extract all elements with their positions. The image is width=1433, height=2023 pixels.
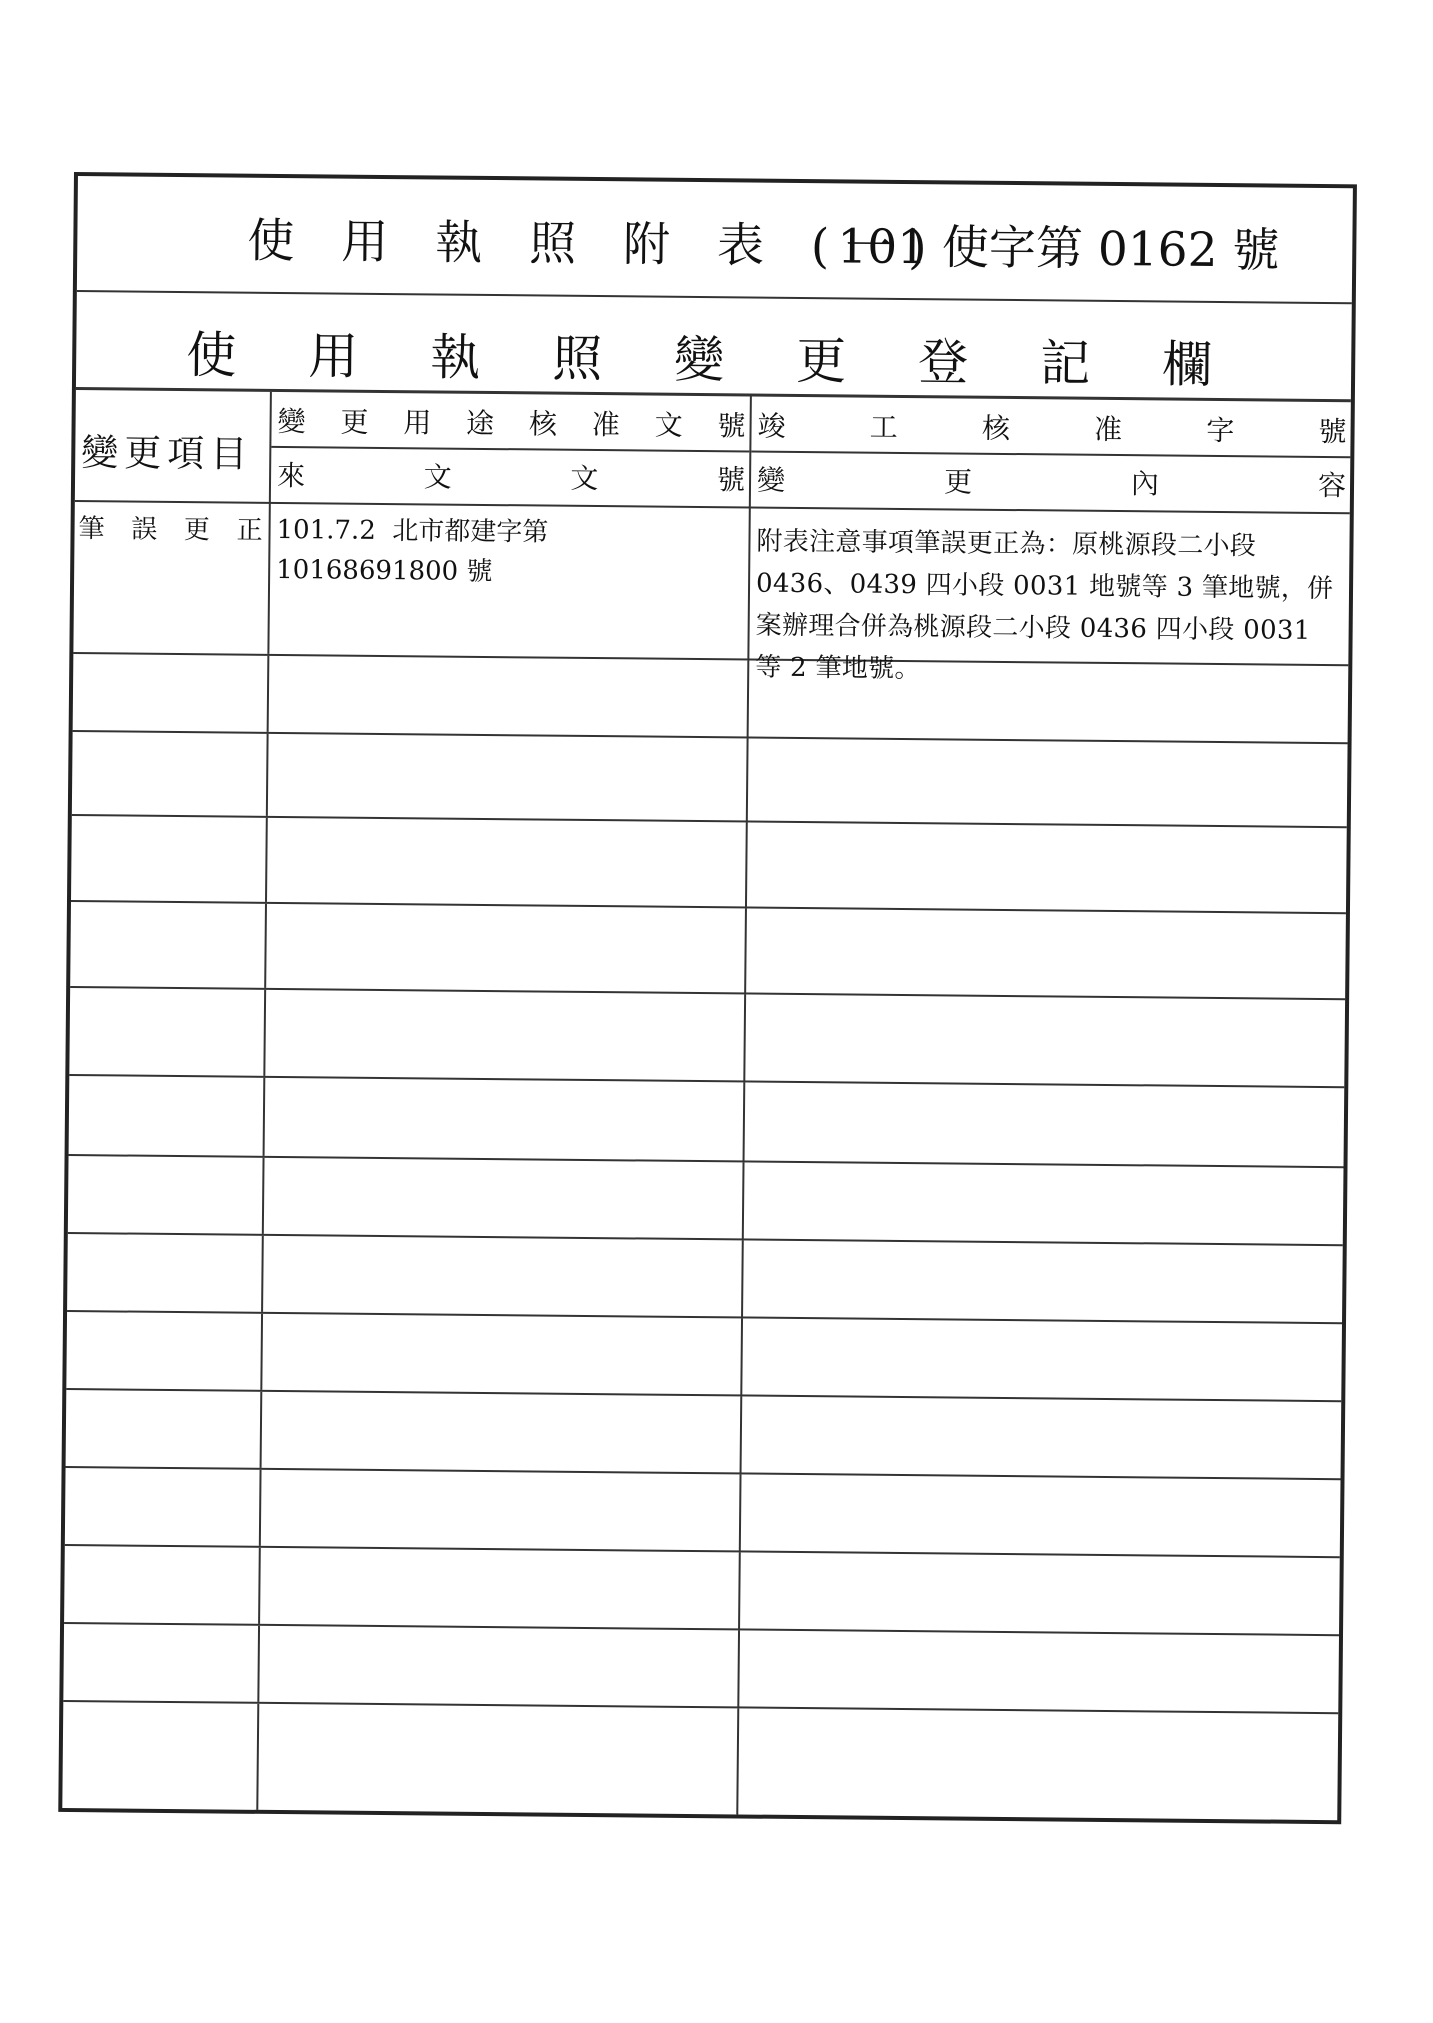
subtitle-char: 變 (673, 330, 725, 390)
table-row (69, 988, 1345, 1088)
header-change-item (75, 390, 272, 504)
permit-number: 101 使字第 0162 號 (837, 219, 1280, 279)
subtitle-char: 欄 (1161, 335, 1213, 394)
subtitle-char: 用 (307, 327, 359, 386)
table-row (73, 502, 1349, 685)
document-title: 使 用 執 照 附 表 (一) (247, 213, 943, 276)
table-row (63, 1624, 1339, 1714)
table-row (72, 732, 1348, 828)
table-header (75, 390, 1351, 514)
permit-table-frame (58, 172, 1357, 1824)
header-change-item-label: 變更項目 (81, 431, 254, 476)
subtitle-char: 照 (551, 329, 603, 389)
table-row (66, 1312, 1342, 1402)
header-content-column (751, 397, 1351, 515)
entry-doc-number: 101.7.2 北市都建字第 10168691800 號 (276, 514, 549, 588)
entry-change-content: 附表注意事項筆誤更正為：原桃源段二小段 0436、0439 四小段 0031 地號等 3 筆地號，併 案辦理合併為桃源段二小段 0436 四小段 0031 等 2 筆地號。 (755, 526, 1334, 685)
table-row (67, 1234, 1343, 1324)
header-change-content: 變 更 內 容 (756, 463, 1347, 503)
table-row (73, 654, 1349, 744)
subtitle-row (76, 292, 1352, 402)
subtitle-char: 更 (795, 331, 847, 391)
subtitle-char: 登 (917, 333, 969, 392)
header-incoming-doc-no: 來 文 文 號 (276, 458, 746, 497)
table-row (68, 1156, 1344, 1246)
table-row (69, 1076, 1345, 1168)
header-approval-doc-no: 變 更 用 途 核 准 文 號 (277, 404, 746, 443)
table-row (62, 1702, 1338, 1820)
table-row (65, 1468, 1341, 1558)
header-completion-no: 竣 工 核 准 字 號 (757, 409, 1347, 449)
table-row (71, 816, 1347, 914)
table-row (66, 1390, 1342, 1480)
title-row (77, 176, 1353, 304)
entry-change-item: 筆 誤 更 正 (78, 514, 263, 546)
header-doc-column (271, 392, 752, 509)
table-row (64, 1546, 1340, 1636)
subtitle-char: 使 (185, 326, 237, 385)
subtitle-char: 記 (1039, 334, 1091, 393)
subtitle-char: 執 (429, 328, 481, 387)
table-row (70, 902, 1346, 1000)
